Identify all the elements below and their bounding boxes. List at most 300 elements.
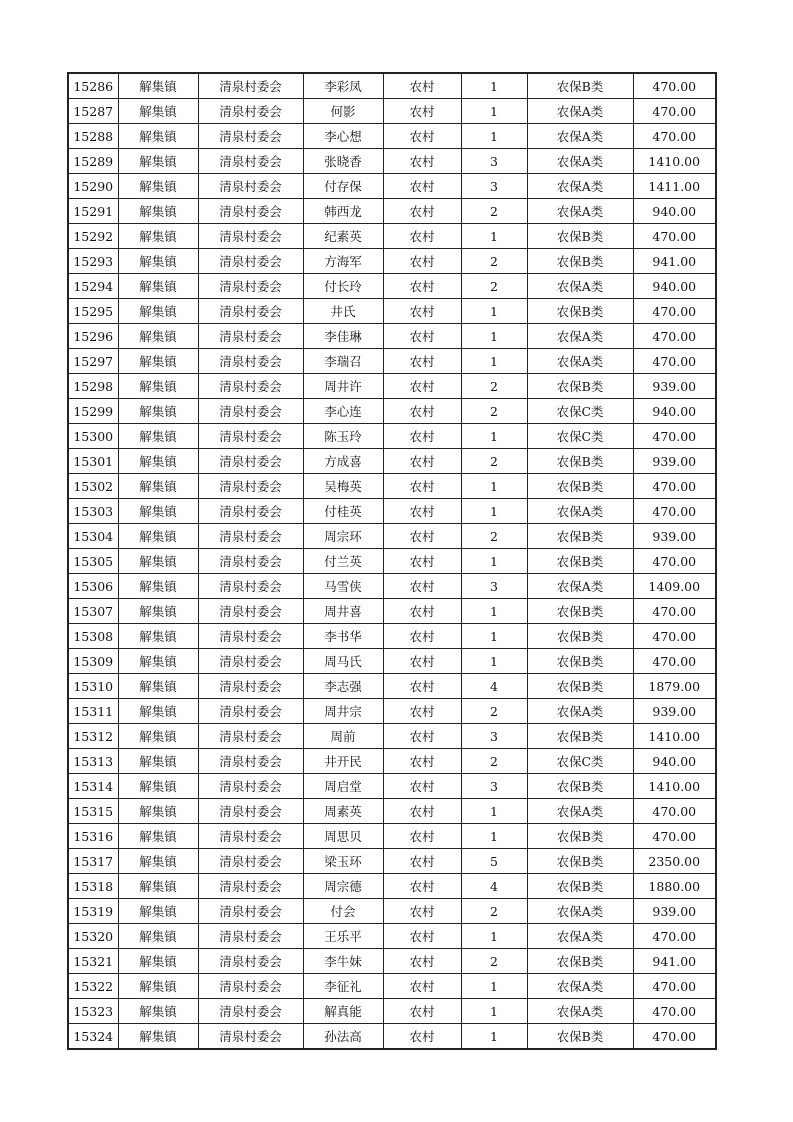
- name-cell: 李瑞召: [303, 349, 383, 374]
- member-count-cell: 1: [461, 549, 527, 574]
- village-cell: 清泉村委会: [198, 324, 303, 349]
- village-cell: 清泉村委会: [198, 149, 303, 174]
- category-cell: 农保A类: [527, 124, 633, 149]
- village-cell: 清泉村委会: [198, 424, 303, 449]
- member-count-cell: 1: [461, 474, 527, 499]
- member-count-cell: 1: [461, 124, 527, 149]
- name-cell: 周宗德: [303, 874, 383, 899]
- member-count-cell: 1: [461, 599, 527, 624]
- household-type-cell: 农村: [383, 774, 461, 799]
- household-type-cell: 农村: [383, 374, 461, 399]
- amount-cell: 939.00: [633, 449, 716, 474]
- category-cell: 农保A类: [527, 699, 633, 724]
- town-cell: 解集镇: [118, 73, 198, 99]
- table-row: [68, 624, 716, 649]
- table-row: [68, 199, 716, 224]
- amount-cell: 1409.00: [633, 574, 716, 599]
- category-cell: 农保A类: [527, 149, 633, 174]
- category-cell: 农保A类: [527, 99, 633, 124]
- amount-cell: 940.00: [633, 274, 716, 299]
- village-cell: 清泉村委会: [198, 649, 303, 674]
- amount-cell: 1411.00: [633, 174, 716, 199]
- amount-cell: 470.00: [633, 324, 716, 349]
- member-count-cell: 2: [461, 699, 527, 724]
- village-cell: 清泉村委会: [198, 774, 303, 799]
- village-cell: 清泉村委会: [198, 824, 303, 849]
- amount-cell: 470.00: [633, 99, 716, 124]
- village-cell: 清泉村委会: [198, 174, 303, 199]
- village-cell: 清泉村委会: [198, 724, 303, 749]
- village-cell: 清泉村委会: [198, 949, 303, 974]
- town-cell: 解集镇: [118, 849, 198, 874]
- category-cell: 农保B类: [527, 599, 633, 624]
- amount-cell: 1410.00: [633, 774, 716, 799]
- household-type-cell: 农村: [383, 874, 461, 899]
- table-row: [68, 499, 716, 524]
- table-row: [68, 999, 716, 1024]
- table-row: [68, 974, 716, 999]
- household-type-cell: 农村: [383, 899, 461, 924]
- household-type-cell: 农村: [383, 624, 461, 649]
- member-count-cell: 2: [461, 374, 527, 399]
- village-cell: 清泉村委会: [198, 73, 303, 99]
- record-id-cell: 15316: [68, 824, 118, 849]
- village-cell: 清泉村委会: [198, 249, 303, 274]
- name-cell: 方成喜: [303, 449, 383, 474]
- town-cell: 解集镇: [118, 274, 198, 299]
- name-cell: 付兰英: [303, 549, 383, 574]
- town-cell: 解集镇: [118, 374, 198, 399]
- member-count-cell: 1: [461, 999, 527, 1024]
- amount-cell: 470.00: [633, 1024, 716, 1050]
- table-row: [68, 549, 716, 574]
- member-count-cell: 2: [461, 249, 527, 274]
- record-id-cell: 15295: [68, 299, 118, 324]
- name-cell: 周启堂: [303, 774, 383, 799]
- record-id-cell: 15315: [68, 799, 118, 824]
- household-type-cell: 农村: [383, 124, 461, 149]
- record-id-cell: 15320: [68, 924, 118, 949]
- household-type-cell: 农村: [383, 849, 461, 874]
- town-cell: 解集镇: [118, 124, 198, 149]
- record-id-cell: 15314: [68, 774, 118, 799]
- town-cell: 解集镇: [118, 524, 198, 549]
- category-cell: 农保A类: [527, 199, 633, 224]
- name-cell: 李志强: [303, 674, 383, 699]
- member-count-cell: 1: [461, 73, 527, 99]
- member-count-cell: 4: [461, 674, 527, 699]
- table-row: [68, 1024, 716, 1050]
- table-row: [68, 174, 716, 199]
- record-id-cell: 15323: [68, 999, 118, 1024]
- table-row: [68, 424, 716, 449]
- name-cell: 李书华: [303, 624, 383, 649]
- category-cell: 农保B类: [527, 374, 633, 399]
- table-row: [68, 99, 716, 124]
- category-cell: 农保B类: [527, 874, 633, 899]
- town-cell: 解集镇: [118, 174, 198, 199]
- amount-cell: 1879.00: [633, 674, 716, 699]
- member-count-cell: 1: [461, 974, 527, 999]
- village-cell: 清泉村委会: [198, 1024, 303, 1050]
- category-cell: 农保A类: [527, 499, 633, 524]
- category-cell: 农保A类: [527, 574, 633, 599]
- category-cell: 农保B类: [527, 549, 633, 574]
- amount-cell: 470.00: [633, 974, 716, 999]
- category-cell: 农保B类: [527, 299, 633, 324]
- name-cell: 李征礼: [303, 974, 383, 999]
- amount-cell: 939.00: [633, 899, 716, 924]
- member-count-cell: 1: [461, 499, 527, 524]
- record-id-cell: 15292: [68, 224, 118, 249]
- amount-cell: 470.00: [633, 73, 716, 99]
- name-cell: 吴梅英: [303, 474, 383, 499]
- village-cell: 清泉村委会: [198, 449, 303, 474]
- amount-cell: 470.00: [633, 824, 716, 849]
- member-count-cell: 2: [461, 949, 527, 974]
- category-cell: 农保B类: [527, 649, 633, 674]
- name-cell: 纪素英: [303, 224, 383, 249]
- household-type-cell: 农村: [383, 549, 461, 574]
- town-cell: 解集镇: [118, 249, 198, 274]
- record-id-cell: 15312: [68, 724, 118, 749]
- name-cell: 井开民: [303, 749, 383, 774]
- household-type-cell: 农村: [383, 574, 461, 599]
- amount-cell: 470.00: [633, 649, 716, 674]
- name-cell: 付长玲: [303, 274, 383, 299]
- category-cell: 农保B类: [527, 474, 633, 499]
- name-cell: 李心想: [303, 124, 383, 149]
- village-cell: 清泉村委会: [198, 849, 303, 874]
- table-row: [68, 274, 716, 299]
- name-cell: 梁玉环: [303, 849, 383, 874]
- amount-cell: 941.00: [633, 949, 716, 974]
- name-cell: 付存保: [303, 174, 383, 199]
- record-id-cell: 15322: [68, 974, 118, 999]
- record-id-cell: 15311: [68, 699, 118, 724]
- town-cell: 解集镇: [118, 549, 198, 574]
- member-count-cell: 1: [461, 1024, 527, 1050]
- member-count-cell: 3: [461, 774, 527, 799]
- town-cell: 解集镇: [118, 624, 198, 649]
- amount-cell: 939.00: [633, 524, 716, 549]
- name-cell: 周前: [303, 724, 383, 749]
- name-cell: 周井喜: [303, 599, 383, 624]
- record-id-cell: 15310: [68, 674, 118, 699]
- table-row: [68, 524, 716, 549]
- household-type-cell: 农村: [383, 249, 461, 274]
- town-cell: 解集镇: [118, 424, 198, 449]
- household-type-cell: 农村: [383, 1024, 461, 1050]
- record-id-cell: 15319: [68, 899, 118, 924]
- village-cell: 清泉村委会: [198, 499, 303, 524]
- category-cell: 农保B类: [527, 449, 633, 474]
- roster-table: [67, 72, 717, 1050]
- table-row: [68, 574, 716, 599]
- record-id-cell: 15299: [68, 399, 118, 424]
- name-cell: 马雪侠: [303, 574, 383, 599]
- amount-cell: 470.00: [633, 474, 716, 499]
- household-type-cell: 农村: [383, 174, 461, 199]
- name-cell: 周井宗: [303, 699, 383, 724]
- town-cell: 解集镇: [118, 924, 198, 949]
- village-cell: 清泉村委会: [198, 624, 303, 649]
- member-count-cell: 1: [461, 624, 527, 649]
- town-cell: 解集镇: [118, 299, 198, 324]
- category-cell: 农保B类: [527, 849, 633, 874]
- town-cell: 解集镇: [118, 449, 198, 474]
- table-row: [68, 399, 716, 424]
- town-cell: 解集镇: [118, 874, 198, 899]
- household-type-cell: 农村: [383, 73, 461, 99]
- table-row: [68, 324, 716, 349]
- village-cell: 清泉村委会: [198, 999, 303, 1024]
- member-count-cell: 5: [461, 849, 527, 874]
- member-count-cell: 3: [461, 174, 527, 199]
- amount-cell: 939.00: [633, 374, 716, 399]
- category-cell: 农保B类: [527, 249, 633, 274]
- record-id-cell: 15305: [68, 549, 118, 574]
- household-type-cell: 农村: [383, 924, 461, 949]
- amount-cell: 470.00: [633, 999, 716, 1024]
- household-type-cell: 农村: [383, 499, 461, 524]
- amount-cell: 470.00: [633, 224, 716, 249]
- record-id-cell: 15301: [68, 449, 118, 474]
- name-cell: 周井许: [303, 374, 383, 399]
- table-row: [68, 449, 716, 474]
- category-cell: 农保A类: [527, 924, 633, 949]
- amount-cell: 470.00: [633, 624, 716, 649]
- town-cell: 解集镇: [118, 699, 198, 724]
- village-cell: 清泉村委会: [198, 524, 303, 549]
- amount-cell: 470.00: [633, 799, 716, 824]
- member-count-cell: 1: [461, 349, 527, 374]
- member-count-cell: 2: [461, 449, 527, 474]
- member-count-cell: 2: [461, 274, 527, 299]
- record-id-cell: 15296: [68, 324, 118, 349]
- table-row: [68, 224, 716, 249]
- name-cell: 李彩凤: [303, 73, 383, 99]
- household-type-cell: 农村: [383, 599, 461, 624]
- category-cell: 农保A类: [527, 349, 633, 374]
- town-cell: 解集镇: [118, 149, 198, 174]
- name-cell: 井氏: [303, 299, 383, 324]
- village-cell: 清泉村委会: [198, 749, 303, 774]
- town-cell: 解集镇: [118, 224, 198, 249]
- category-cell: 农保A类: [527, 274, 633, 299]
- category-cell: 农保B类: [527, 949, 633, 974]
- name-cell: 张晓香: [303, 149, 383, 174]
- table-row: [68, 824, 716, 849]
- table-row: [68, 899, 716, 924]
- category-cell: 农保A类: [527, 174, 633, 199]
- town-cell: 解集镇: [118, 674, 198, 699]
- village-cell: 清泉村委会: [198, 674, 303, 699]
- town-cell: 解集镇: [118, 499, 198, 524]
- household-type-cell: 农村: [383, 524, 461, 549]
- village-cell: 清泉村委会: [198, 974, 303, 999]
- name-cell: 周马氏: [303, 649, 383, 674]
- category-cell: 农保C类: [527, 399, 633, 424]
- household-type-cell: 农村: [383, 224, 461, 249]
- category-cell: 农保B类: [527, 774, 633, 799]
- amount-cell: 470.00: [633, 499, 716, 524]
- record-id-cell: 15294: [68, 274, 118, 299]
- village-cell: 清泉村委会: [198, 349, 303, 374]
- amount-cell: 470.00: [633, 349, 716, 374]
- category-cell: 农保B类: [527, 624, 633, 649]
- table-row: [68, 374, 716, 399]
- record-id-cell: 15309: [68, 649, 118, 674]
- member-count-cell: 1: [461, 424, 527, 449]
- amount-cell: 939.00: [633, 699, 716, 724]
- village-cell: 清泉村委会: [198, 199, 303, 224]
- category-cell: 农保B类: [527, 674, 633, 699]
- household-type-cell: 农村: [383, 999, 461, 1024]
- name-cell: 孙法高: [303, 1024, 383, 1050]
- name-cell: 周宗环: [303, 524, 383, 549]
- village-cell: 清泉村委会: [198, 474, 303, 499]
- member-count-cell: 2: [461, 399, 527, 424]
- category-cell: 农保B类: [527, 524, 633, 549]
- member-count-cell: 2: [461, 749, 527, 774]
- village-cell: 清泉村委会: [198, 224, 303, 249]
- town-cell: 解集镇: [118, 749, 198, 774]
- household-type-cell: 农村: [383, 699, 461, 724]
- town-cell: 解集镇: [118, 599, 198, 624]
- category-cell: 农保A类: [527, 974, 633, 999]
- member-count-cell: 1: [461, 99, 527, 124]
- name-cell: 周素英: [303, 799, 383, 824]
- name-cell: 李佳琳: [303, 324, 383, 349]
- town-cell: 解集镇: [118, 999, 198, 1024]
- town-cell: 解集镇: [118, 974, 198, 999]
- town-cell: 解集镇: [118, 474, 198, 499]
- village-cell: 清泉村委会: [198, 599, 303, 624]
- amount-cell: 470.00: [633, 424, 716, 449]
- town-cell: 解集镇: [118, 899, 198, 924]
- village-cell: 清泉村委会: [198, 549, 303, 574]
- table-row: [68, 949, 716, 974]
- amount-cell: 940.00: [633, 399, 716, 424]
- table-row: [68, 599, 716, 624]
- record-id-cell: 15302: [68, 474, 118, 499]
- household-type-cell: 农村: [383, 974, 461, 999]
- member-count-cell: 1: [461, 924, 527, 949]
- record-id-cell: 15291: [68, 199, 118, 224]
- amount-cell: 1880.00: [633, 874, 716, 899]
- town-cell: 解集镇: [118, 799, 198, 824]
- member-count-cell: 1: [461, 799, 527, 824]
- household-type-cell: 农村: [383, 674, 461, 699]
- town-cell: 解集镇: [118, 324, 198, 349]
- roster-body: [68, 73, 716, 1049]
- table-row: [68, 874, 716, 899]
- village-cell: 清泉村委会: [198, 399, 303, 424]
- category-cell: 农保A类: [527, 999, 633, 1024]
- town-cell: 解集镇: [118, 774, 198, 799]
- name-cell: 方海军: [303, 249, 383, 274]
- record-id-cell: 15307: [68, 599, 118, 624]
- category-cell: 农保A类: [527, 799, 633, 824]
- member-count-cell: 1: [461, 299, 527, 324]
- category-cell: 农保B类: [527, 724, 633, 749]
- record-id-cell: 15300: [68, 424, 118, 449]
- table-row: [68, 774, 716, 799]
- member-count-cell: 2: [461, 199, 527, 224]
- household-type-cell: 农村: [383, 474, 461, 499]
- table-row: [68, 649, 716, 674]
- record-id-cell: 15317: [68, 849, 118, 874]
- household-type-cell: 农村: [383, 149, 461, 174]
- amount-cell: 940.00: [633, 199, 716, 224]
- record-id-cell: 15321: [68, 949, 118, 974]
- household-type-cell: 农村: [383, 299, 461, 324]
- member-count-cell: 1: [461, 824, 527, 849]
- table-row: [68, 699, 716, 724]
- record-id-cell: 15289: [68, 149, 118, 174]
- category-cell: 农保C类: [527, 424, 633, 449]
- town-cell: 解集镇: [118, 399, 198, 424]
- member-count-cell: 1: [461, 649, 527, 674]
- village-cell: 清泉村委会: [198, 874, 303, 899]
- amount-cell: 470.00: [633, 549, 716, 574]
- table-row: [68, 724, 716, 749]
- table-row: [68, 474, 716, 499]
- record-id-cell: 15298: [68, 374, 118, 399]
- village-cell: 清泉村委会: [198, 574, 303, 599]
- household-type-cell: 农村: [383, 424, 461, 449]
- village-cell: 清泉村委会: [198, 124, 303, 149]
- table-row: [68, 249, 716, 274]
- household-type-cell: 农村: [383, 274, 461, 299]
- town-cell: 解集镇: [118, 99, 198, 124]
- member-count-cell: 3: [461, 574, 527, 599]
- record-id-cell: 15290: [68, 174, 118, 199]
- household-type-cell: 农村: [383, 349, 461, 374]
- record-id-cell: 15308: [68, 624, 118, 649]
- member-count-cell: 3: [461, 724, 527, 749]
- household-type-cell: 农村: [383, 324, 461, 349]
- category-cell: 农保B类: [527, 73, 633, 99]
- household-type-cell: 农村: [383, 649, 461, 674]
- household-type-cell: 农村: [383, 199, 461, 224]
- town-cell: 解集镇: [118, 199, 198, 224]
- amount-cell: 1410.00: [633, 149, 716, 174]
- table-row: [68, 849, 716, 874]
- record-id-cell: 15304: [68, 524, 118, 549]
- town-cell: 解集镇: [118, 949, 198, 974]
- record-id-cell: 15297: [68, 349, 118, 374]
- member-count-cell: 3: [461, 149, 527, 174]
- name-cell: 陈玉玲: [303, 424, 383, 449]
- town-cell: 解集镇: [118, 824, 198, 849]
- village-cell: 清泉村委会: [198, 699, 303, 724]
- member-count-cell: 4: [461, 874, 527, 899]
- member-count-cell: 1: [461, 324, 527, 349]
- household-type-cell: 农村: [383, 399, 461, 424]
- name-cell: 付桂英: [303, 499, 383, 524]
- table-row: [68, 349, 716, 374]
- name-cell: 付会: [303, 899, 383, 924]
- name-cell: 周思贝: [303, 824, 383, 849]
- table-row: [68, 124, 716, 149]
- name-cell: 王乐平: [303, 924, 383, 949]
- category-cell: 农保A类: [527, 324, 633, 349]
- amount-cell: 1410.00: [633, 724, 716, 749]
- table-row: [68, 73, 716, 99]
- record-id-cell: 15286: [68, 73, 118, 99]
